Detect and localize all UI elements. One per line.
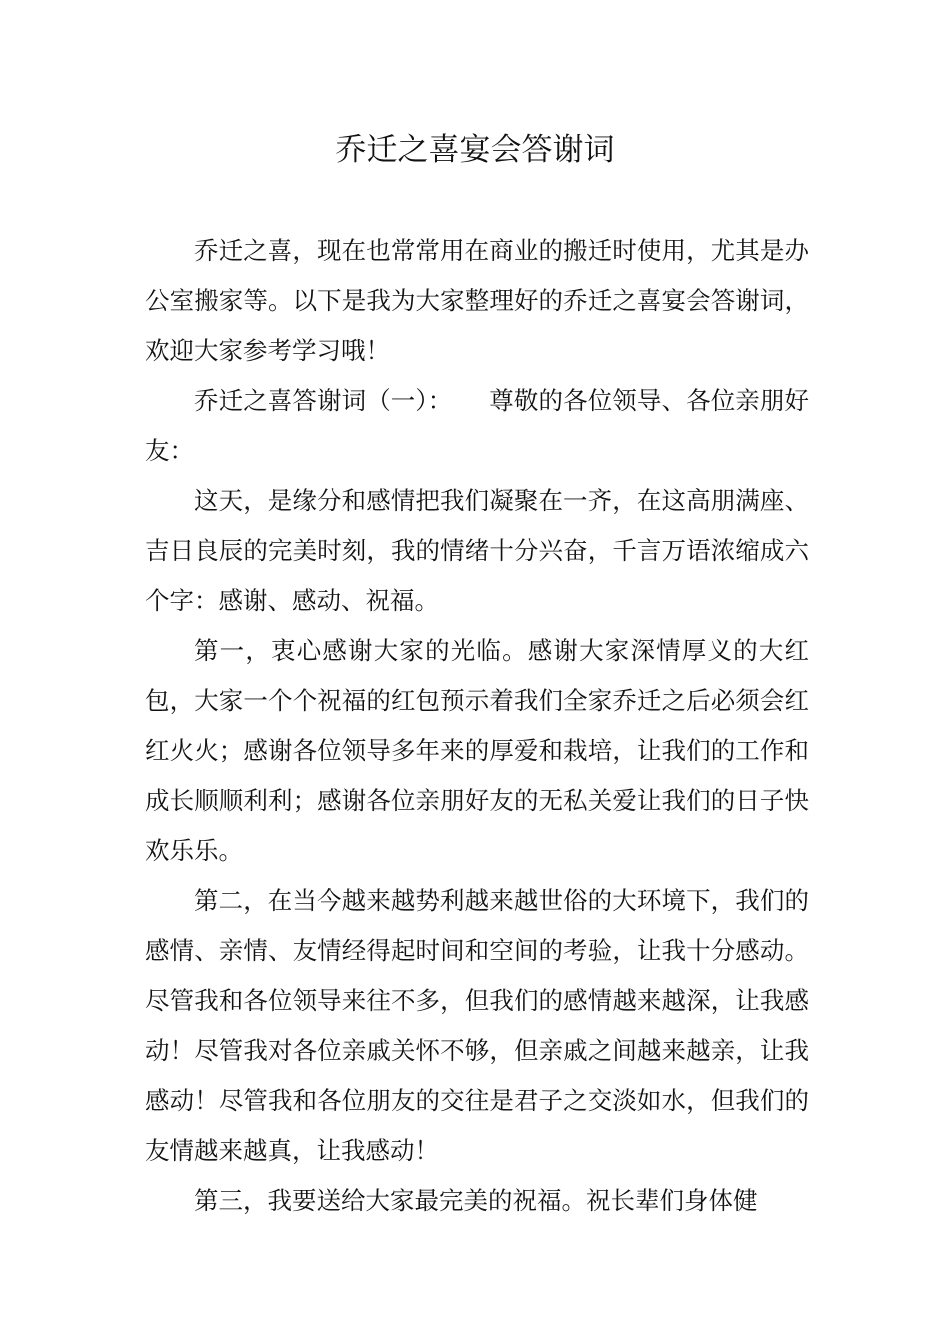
paragraph-touched: 第二，在当今越来越势利越来越世俗的大环境下，我们的感情、亲情、友情经得起时间和空间的考验，让我十分感动。尽管我和各位领导来往不多，但我们的感情越来越深，让我感动！尽管我对各位亲戚关怀不够，但亲戚之间越来越亲，让我感动！尽管我和各位朋友的交往是君子之交淡如水，但我们的友情越来越真，让我感动！ (145, 886, 809, 1165)
paragraph-blessing: 第三，我要送给大家最完美的祝福。祝长辈们身体健 (194, 1186, 758, 1215)
paragraph-salutation: 乔迁之喜答谢词（一）： 尊敬的各位领导、各位亲朋好友： (145, 386, 809, 465)
paragraph-thanks: 第一，衷心感谢大家的光临。感谢大家深情厚义的大红包，大家一个个祝福的红包预示着我们全家乔迁之后必须会红红火火；感谢各位领导多年来的厚爱和栽培，让我们的工作和成长顺顺利利；感谢各位亲朋好友的无私关爱让我们的日子快欢乐乐。 (145, 636, 809, 865)
document-title: 乔迁之喜宴会答谢词 (335, 132, 615, 168)
document-body (145, 226, 809, 1226)
paragraph-opening: 这天，是缘分和感情把我们凝聚在一齐，在这高朋满座、吉日良辰的完美时刻，我的情绪十分兴奋，千言万语浓缩成六个字：感谢、感动、祝福。 (145, 486, 809, 615)
paragraph-intro: 乔迁之喜，现在也常常用在商业的搬迁时使用，尤其是办公室搬家等。以下是我为大家整理好的乔迁之喜宴会答谢词，欢迎大家参考学习哦！ (145, 236, 809, 365)
